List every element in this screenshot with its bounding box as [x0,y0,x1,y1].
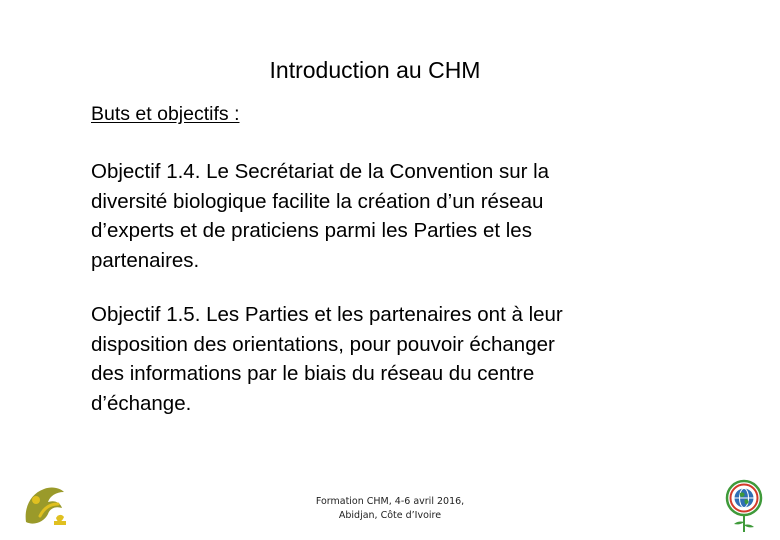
objective-line: Objectif 1.4. Le Secrétariat de la Convention sur la [91,160,550,183]
cbd-leaf-logo-icon [20,482,68,528]
objective-line: disposition des orientations, pour pouvoir échanger [91,332,555,356]
slide-title: Introduction au CHM [269,57,481,83]
footer-line: Formation CHM, 4-6 avril 2016, [315,496,465,507]
section-heading: Buts et objectifs : [91,103,240,125]
chm-globe-emblem-icon [722,478,766,534]
footer-line: Abidjan, Côte d’Ivoire [338,510,442,521]
objective-line: d’experts et de praticiens parmi les Parties et les [91,219,532,242]
footer-event-info [290,495,490,523]
objective-line: partenaires. [91,248,200,272]
objective-line: des informations par le biais du réseau du centre [91,362,535,385]
objective-line: diversité biologique facilite la création d’un réseau [91,189,544,213]
objective-paragraph-1-4 [91,157,711,275]
objective-line: d’échange. [91,391,192,415]
objective-line: Objectif 1.5. Les Parties et les partenaires ont à leur [91,303,563,326]
objective-paragraph-1-5 [91,300,711,418]
